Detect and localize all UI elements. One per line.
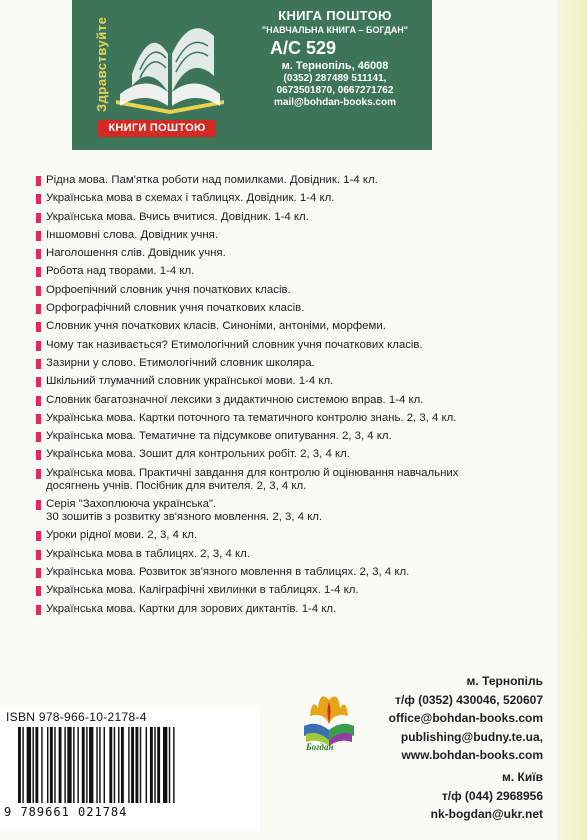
barcode-bar [131, 727, 134, 803]
barcode-bar [109, 727, 112, 803]
header-phone2: 0673501870, 0667271762 [276, 85, 394, 96]
barcode-bar [128, 727, 129, 803]
list-item [36, 357, 556, 370]
barcode-bar [47, 727, 48, 803]
bullet-marker [36, 304, 41, 314]
barcode-bar [135, 727, 138, 803]
list-item [36, 265, 556, 278]
bullet-marker [36, 231, 41, 241]
contacts-ternopil [389, 672, 543, 765]
bullet-marker [36, 414, 41, 424]
list-item [36, 548, 556, 561]
bullet-marker [36, 550, 41, 560]
list-item [36, 229, 556, 242]
list-item-text: Іншомовні слова. Довідник учня. [46, 228, 218, 241]
contact-email2: publishing@budny.te.ua, [400, 729, 543, 744]
list-item-text: Словник багатозначної лексики з дидактичною системою вправ. 1-4 кл. [46, 393, 424, 406]
list-item-text: Чому так називається? Етимологічний словник учня початкових класів. [46, 338, 423, 351]
bullet-marker [36, 377, 41, 387]
bullet-marker [36, 341, 41, 351]
list-item [36, 394, 556, 407]
bullet-marker [36, 322, 41, 332]
barcode-bar [121, 727, 124, 803]
list-item [36, 412, 556, 425]
list-item-text: Робота над творами. 1-4 кл. [46, 265, 195, 278]
list-item [36, 174, 556, 187]
list-item-text: Уроки рідної мови. 2, 3, 4 кл. [46, 529, 198, 542]
list-item-text: Українська мова в схемах і таблицях. Довідник. 1-4 кл. [46, 192, 335, 205]
barcode-bar [54, 727, 55, 803]
header-city: м. Тернопіль, 46008 [281, 60, 389, 72]
list-item [36, 375, 556, 388]
bullet-marker [36, 432, 41, 442]
list-item-text: Орфоепічний словник учня початкових класів. [46, 283, 291, 296]
contact-phone: т/ф (0352) 430046, 520607 [395, 692, 543, 707]
list-item [36, 247, 556, 260]
barcode-bar [96, 727, 97, 803]
list-item-text: Серія "Захоплююча українська". [46, 498, 217, 511]
barcode-bar [82, 727, 85, 803]
list-item [36, 448, 556, 461]
list-item [36, 284, 556, 297]
contact-site: www.bohdan-books.com [401, 748, 543, 763]
barcode-bar [50, 727, 53, 803]
barcode-bar [86, 727, 87, 803]
bullet-marker [36, 605, 41, 615]
barcode-bar [67, 727, 71, 803]
list-item-text: Українська мова. Картки для зорових диктантів. 1-4 кл. [46, 602, 337, 615]
barcode-bar [64, 727, 65, 803]
contact-phone: т/ф (044) 2968956 [441, 788, 543, 803]
list-item-continuation: досягнень учнів. Посібник для вчителя. 2, 3, 4 кл. [46, 479, 307, 492]
header-subtitle: "НАВЧАЛЬНА КНИГА – БОГДАН" [261, 25, 409, 35]
barcode-bar [18, 727, 21, 803]
list-item-text: Зазирни у слово. Етимологічний словник школяра. [46, 356, 315, 369]
bullet-marker [36, 469, 41, 479]
list-item [36, 498, 556, 511]
barcode-bar [89, 727, 93, 803]
barcode-bar [114, 727, 115, 803]
list-item [36, 430, 556, 443]
bullet-marker [36, 286, 41, 296]
list-item [36, 584, 556, 597]
page-edge [557, 0, 587, 840]
list-item-text: Українська мова в таблицях. 2, 3, 4 кл. [46, 547, 250, 560]
bullet-marker [36, 531, 41, 541]
list-item [36, 211, 556, 224]
list-item [36, 566, 556, 579]
bullet-marker [36, 586, 41, 596]
contact-city: м. Київ [502, 770, 543, 784]
list-item [36, 529, 556, 542]
list-item-text: Орфографічний словник учня початкових класів. [46, 302, 305, 315]
bullet-marker [36, 249, 41, 259]
list-item [36, 467, 556, 480]
barcode-bar [173, 727, 174, 803]
list-item-text: Словник учня початкових класів. Синоніми, антоніми, морфеми. [46, 320, 386, 333]
barcode-bar [154, 727, 155, 803]
open-book-icon [110, 14, 230, 120]
barcode-bar [22, 727, 23, 803]
isbn-label: ISBN 978-966-10-2178-4 [6, 710, 147, 724]
barcode-bar [41, 727, 42, 803]
barcode-bar [104, 727, 105, 803]
list-item-text: Наголошення слів. Довідник учня. [46, 247, 226, 260]
barcode-bar [146, 727, 147, 803]
barcode-bar [59, 727, 62, 803]
barcode-bar [140, 727, 141, 803]
bullet-marker [36, 396, 41, 406]
barcode-bar [163, 727, 167, 803]
barcode-bar [33, 727, 34, 803]
list-item [36, 192, 556, 205]
bullet-marker [36, 500, 41, 510]
contact-email: office@bohdan-books.com [388, 711, 543, 726]
list-item [36, 320, 556, 333]
bullet-marker [36, 267, 41, 277]
bullet-marker [36, 213, 41, 223]
barcode-bar [169, 727, 170, 803]
list-item-text: Українська мова. Картки поточного та тематичного контролю знань. 2, 3, 4 кл. [46, 411, 457, 424]
list-item-text: Українська мова. Каліграфічні хвилинки в таблицях. 1-4 кл. [46, 584, 359, 597]
barcode-bar [35, 727, 38, 803]
list-item [36, 339, 556, 352]
barcode-bar [77, 727, 78, 803]
contact-email: nk-bogdan@ukr.net [430, 807, 543, 822]
list-item-text: Шкільний тлумачний словник української мови. 1-4 кл. [46, 375, 334, 388]
list-item-text: Українська мова. Практичні завдання для контролю й оцінювання навчальних [46, 466, 459, 479]
logo-bar-label: КНИГИ ПОШТОЮ [98, 120, 216, 137]
header-po-box: А/С 529 [270, 38, 337, 58]
list-item-text: Рідна мова. Пам'ятка роботи над помилками. Довідник. 1-4 кл. [46, 174, 378, 186]
book-list [36, 174, 556, 621]
header-contact-block [240, 8, 430, 108]
logo-vertical-text: Здравствуйте [94, 16, 109, 112]
barcode-bar [73, 727, 74, 803]
header-title: КНИГА ПОШТОЮ [278, 8, 392, 23]
barcode-bar [118, 727, 119, 803]
barcode-bar [150, 727, 153, 803]
list-item [36, 302, 556, 315]
bullet-marker [36, 359, 41, 369]
list-item-text: Українська мова. Тематичне та підсумкове опитування. 2, 3, 4 кл. [46, 430, 392, 443]
header-email: mail@bohdan-books.com [274, 97, 396, 108]
bullet-marker [36, 450, 41, 460]
contacts-kyiv [431, 768, 543, 824]
barcode-bar [27, 727, 31, 803]
publisher-logo-name: Богдан [306, 742, 334, 752]
bullet-marker [36, 176, 41, 186]
bullet-marker [36, 194, 41, 204]
barcode-bar [99, 727, 100, 803]
barcode-digits: 9 789661 021784 [4, 805, 128, 819]
list-item-text: Українська мова. Вчись вчитися. Довідник. 1-4 кл. [46, 210, 309, 223]
bullet-marker [36, 568, 41, 578]
header-phone1: (0352) 287489 511141, [283, 73, 387, 84]
list-item-text: Українська мова. Розвиток зв'язного мовлення в таблицях. 2, 3, 4 кл. [46, 565, 410, 578]
barcode-bar [157, 727, 160, 803]
list-item-continuation: 30 зошитів з розвитку зв'язного мовлення. 2, 3, 4 кл. [46, 511, 323, 524]
barcode-icon [16, 727, 246, 805]
contact-city: м. Тернопіль [466, 674, 543, 688]
list-item-text: Українська мова. Зошит для контрольних робіт. 2, 3, 4 кл. [46, 448, 350, 461]
list-item [36, 603, 556, 616]
